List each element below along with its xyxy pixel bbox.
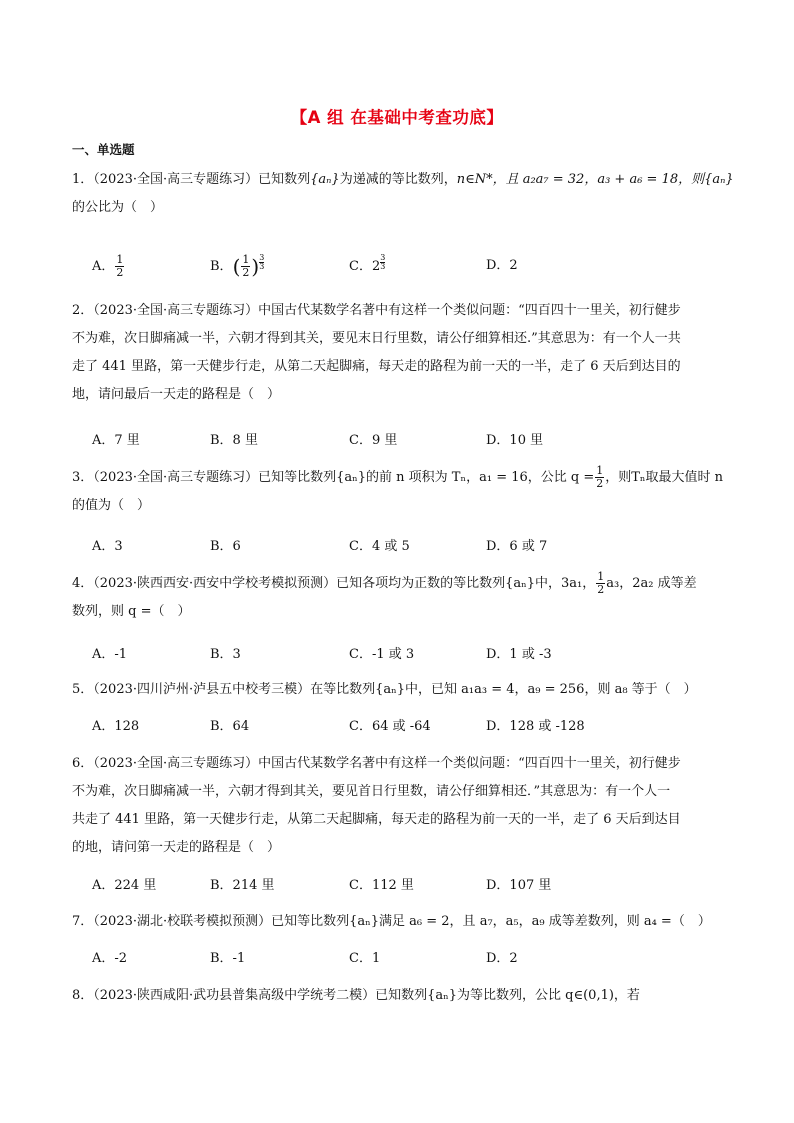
- q1-a-den: 2: [116, 266, 124, 279]
- q1-text-b: 为递减的等比数列，: [339, 172, 457, 187]
- q3-options: [92, 535, 732, 559]
- q1-b-exponent: [259, 254, 264, 271]
- q6-line-4: 的地，请问第一天走的路程是（ ）: [72, 840, 281, 855]
- q1-b-exp-den: 3: [259, 262, 265, 271]
- q4-f-num: 1: [597, 570, 605, 583]
- q1-a-num: 1: [116, 253, 124, 266]
- q2-option-d[interactable]: D．10 里: [486, 433, 544, 448]
- q5-option-b[interactable]: B．64: [210, 719, 250, 734]
- section-heading: 一、单选题: [72, 142, 135, 157]
- q3-option-c[interactable]: C．4 或 5: [349, 539, 410, 554]
- q2-line-3: 走了 441 里路，第一天健步行走，从第二天起脚痛，每天走的路程为前一天的一半，走了 6 天后到达目的: [72, 359, 681, 374]
- q2-line-2: 不为难，次日脚痛减一半，六朝才得到其关，要见末日行里数，请公仔细算相还.”其意思为：有一个人一共: [72, 331, 681, 346]
- q4-fraction: [596, 571, 605, 596]
- q7-option-a[interactable]: A．-2: [92, 951, 128, 966]
- question-2: [72, 297, 727, 409]
- q1-text-c: 的公比为（ ）: [72, 200, 164, 215]
- q1-b-paren-right: ): [251, 254, 260, 279]
- question-7: [72, 908, 727, 936]
- question-3: [72, 464, 727, 520]
- q7-option-c[interactable]: C．1: [349, 951, 381, 966]
- q6-line-2: 不为难，次日脚痛减一半，六朝才得到其关，要见首日行里数，请公仔细算相还．”其意思为：有一个人一: [72, 784, 671, 799]
- q4-line-2: 数列，则 q =（ ）: [72, 604, 191, 619]
- q3-line-2: 的值为（ ）: [72, 498, 151, 513]
- q4-text-a: 4．（2023·陕西西安·西安中学校考模拟预测）已知各项均为正数的等比数列{aₙ}中，3a₁，: [72, 576, 596, 591]
- question-6: [72, 750, 727, 862]
- q1-c-exp-num: 3: [380, 253, 386, 262]
- q1-condition: n∈N*，且 a₂a₇ = 32，a₃ + a₆ = 18，则: [456, 172, 705, 187]
- q3-option-a[interactable]: A．3: [92, 539, 123, 554]
- q1-option-a-fraction: [115, 254, 124, 279]
- q3-q-den: 2: [596, 477, 604, 490]
- q1-option-c[interactable]: [349, 254, 385, 274]
- q4-option-a[interactable]: A．-1: [92, 647, 128, 662]
- q4-f-den: 2: [597, 583, 605, 596]
- q5-option-c[interactable]: C．64 或 -64: [349, 719, 431, 734]
- q1-b-den: 2: [242, 266, 250, 279]
- q1-option-a[interactable]: [92, 254, 125, 279]
- q1-c-exp-den: 3: [380, 262, 386, 271]
- q6-option-d[interactable]: D．107 里: [486, 878, 552, 893]
- q7-option-d[interactable]: D．2: [486, 951, 518, 966]
- q4-text-b: a₃，2a₂ 成等差: [606, 576, 697, 591]
- q3-q-fraction: [595, 465, 604, 490]
- q2-line-1: 2．（2023·全国·高三专题练习）中国古代某数学名著中有这样一个类似问题：“四百四十一里关，初行健步: [72, 303, 681, 318]
- question-8: [72, 982, 727, 1010]
- q6-option-c[interactable]: C．112 里: [349, 878, 414, 893]
- q4-options: [92, 643, 732, 667]
- q1-option-b[interactable]: [210, 254, 264, 279]
- q2-options: [92, 429, 732, 453]
- q6-line-3: 共走了 441 里路，第一天健步行走，从第二天起脚痛，每天走的路程为前一天的一半，走了 6 天后到达目: [72, 812, 681, 827]
- q2-option-a[interactable]: A．7 里: [92, 433, 140, 448]
- q4-option-b[interactable]: B．3: [210, 647, 241, 662]
- q8-line-1: 8．（2023·陕西咸阳·武功县普集高级中学统考二模）已知数列{aₙ}为等比数列，公比 q∈(0,1)，若: [72, 988, 640, 1003]
- q4-option-c[interactable]: C．-1 或 3: [349, 647, 415, 662]
- q3-option-b[interactable]: B．6: [210, 539, 241, 554]
- q2-option-b[interactable]: B．8 里: [210, 433, 258, 448]
- q1-b-fraction: [241, 254, 250, 279]
- question-5: [72, 676, 727, 704]
- q3-q-num: 1: [596, 464, 604, 477]
- question-4: [72, 570, 727, 626]
- q6-options: [92, 874, 732, 898]
- q1-c-exponent: [380, 254, 385, 271]
- q6-option-b[interactable]: B．214 里: [210, 878, 275, 893]
- question-1: [72, 166, 734, 222]
- q1-b-exp-num: 3: [259, 253, 265, 262]
- q7-options: [92, 947, 732, 971]
- q5-option-d[interactable]: D．128 或 -128: [486, 719, 585, 734]
- q3-text-a: 3．（2023·全国·高三专题练习）已知等比数列{aₙ}的前 n 项积为 Tₙ，a₁ = 16，公比 q =: [72, 470, 595, 485]
- group-title: 【A 组 在基础中考查功底】: [290, 108, 504, 127]
- q1-c-base: 2: [371, 259, 381, 274]
- q1-options: [92, 254, 732, 278]
- q1-b-paren-left: (: [232, 254, 241, 279]
- q1-seq: {aₙ}: [310, 172, 340, 187]
- q6-option-a[interactable]: A．224 里: [92, 878, 157, 893]
- q5-options: [92, 715, 732, 739]
- q1-text-a: 1．（2023·全国·高三专题练习）已知数列: [72, 172, 311, 187]
- q1-option-d[interactable]: D．2: [486, 258, 518, 273]
- q1-option-a-label: A．: [92, 259, 115, 274]
- q1-option-c-label: C．: [349, 259, 372, 274]
- q7-option-b[interactable]: B．-1: [210, 951, 246, 966]
- q3-text-b: ，则Tₙ取最大值时 n: [605, 470, 724, 485]
- q2-option-c[interactable]: C．9 里: [349, 433, 398, 448]
- q6-line-1: 6．（2023·全国·高三专题练习）中国古代某数学名著中有这样一个类似问题：“四百四十一里关，初行健步: [72, 756, 681, 771]
- q7-line-1: 7．（2023·湖北·校联考模拟预测）已知等比数列{aₙ}满足 a₆ = 2，且 a₇，a₅，a₉ 成等差数列，则 a₄ =（ ）: [72, 914, 711, 929]
- q5-line-1: 5．（2023·四川泸州·泸县五中校考三模）在等比数列{aₙ}中，已知 a₁a₃ = 4，a₉ = 256，则 a₈ 等于（ ）: [72, 682, 697, 697]
- q5-option-a[interactable]: A．128: [92, 719, 140, 734]
- q4-option-d[interactable]: D．1 或 -3: [486, 647, 552, 662]
- q1-option-b-label: B．: [210, 259, 233, 274]
- q1-b-num: 1: [242, 253, 250, 266]
- q2-line-4: 地，请问最后一天走的路程是（ ）: [72, 387, 281, 402]
- q1-seq-2: {aₙ}: [704, 172, 734, 187]
- q3-option-d[interactable]: D．6 或 7: [486, 539, 548, 554]
